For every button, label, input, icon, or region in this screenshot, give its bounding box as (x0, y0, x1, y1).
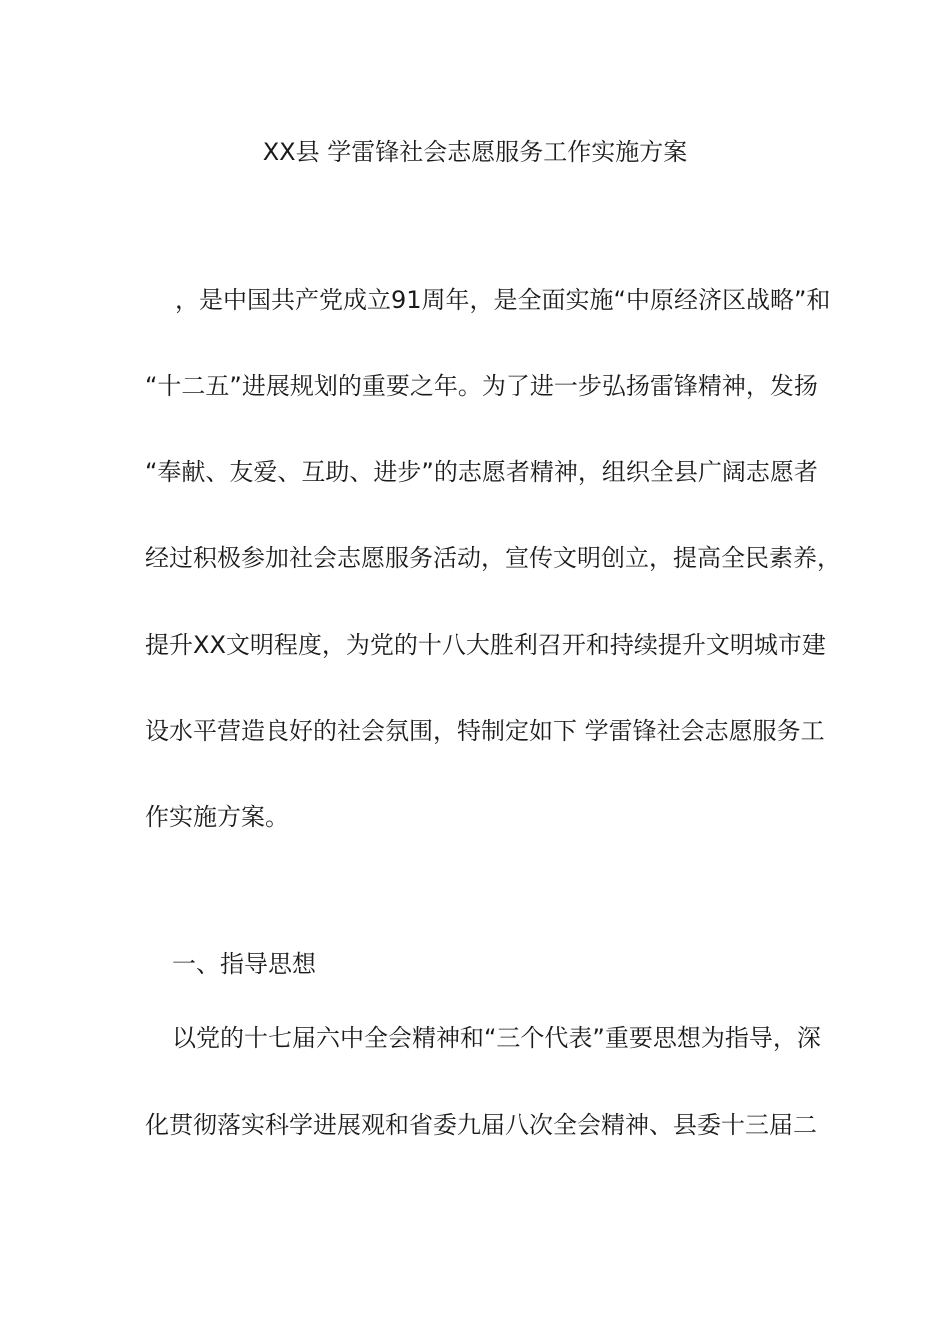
section-heading: 一、指导思想 (172, 950, 316, 978)
paragraph-line: 化贯彻落实科学进展观和省委九届八次全会精神、县委十三届二 (145, 1111, 817, 1139)
document-title: XX县 学雷锋社会志愿服务工作实施方案 (262, 138, 688, 166)
paragraph-line: 提升XX文明程度，为党的十八大胜利召开和持续提升文明城市建 (145, 631, 826, 659)
paragraph-line: “十二五”进展规划的重要之年。为了进一步弘扬雷锋精神，发扬 (145, 372, 818, 400)
paragraph-line: ，是中国共产党成立91周年，是全面实施“中原经济区战略”和 (175, 286, 831, 314)
paragraph-line: 以党的十七届六中全会精神和“三个代表”重要思想为指导，深 (172, 1024, 821, 1052)
paragraph-line: 作实施方案。 (145, 803, 289, 831)
paragraph-line: 设水平营造良好的社会氛围，特制定如下 学雷锋社会志愿服务工 (145, 717, 825, 745)
paragraph-line: 经过积极参加社会志愿服务活动，宣传文明创立，提高全民素养， (145, 544, 841, 572)
paragraph-line: “奉献、友爱、互助、进步”的志愿者精神，组织全县广阔志愿者 (145, 458, 818, 486)
